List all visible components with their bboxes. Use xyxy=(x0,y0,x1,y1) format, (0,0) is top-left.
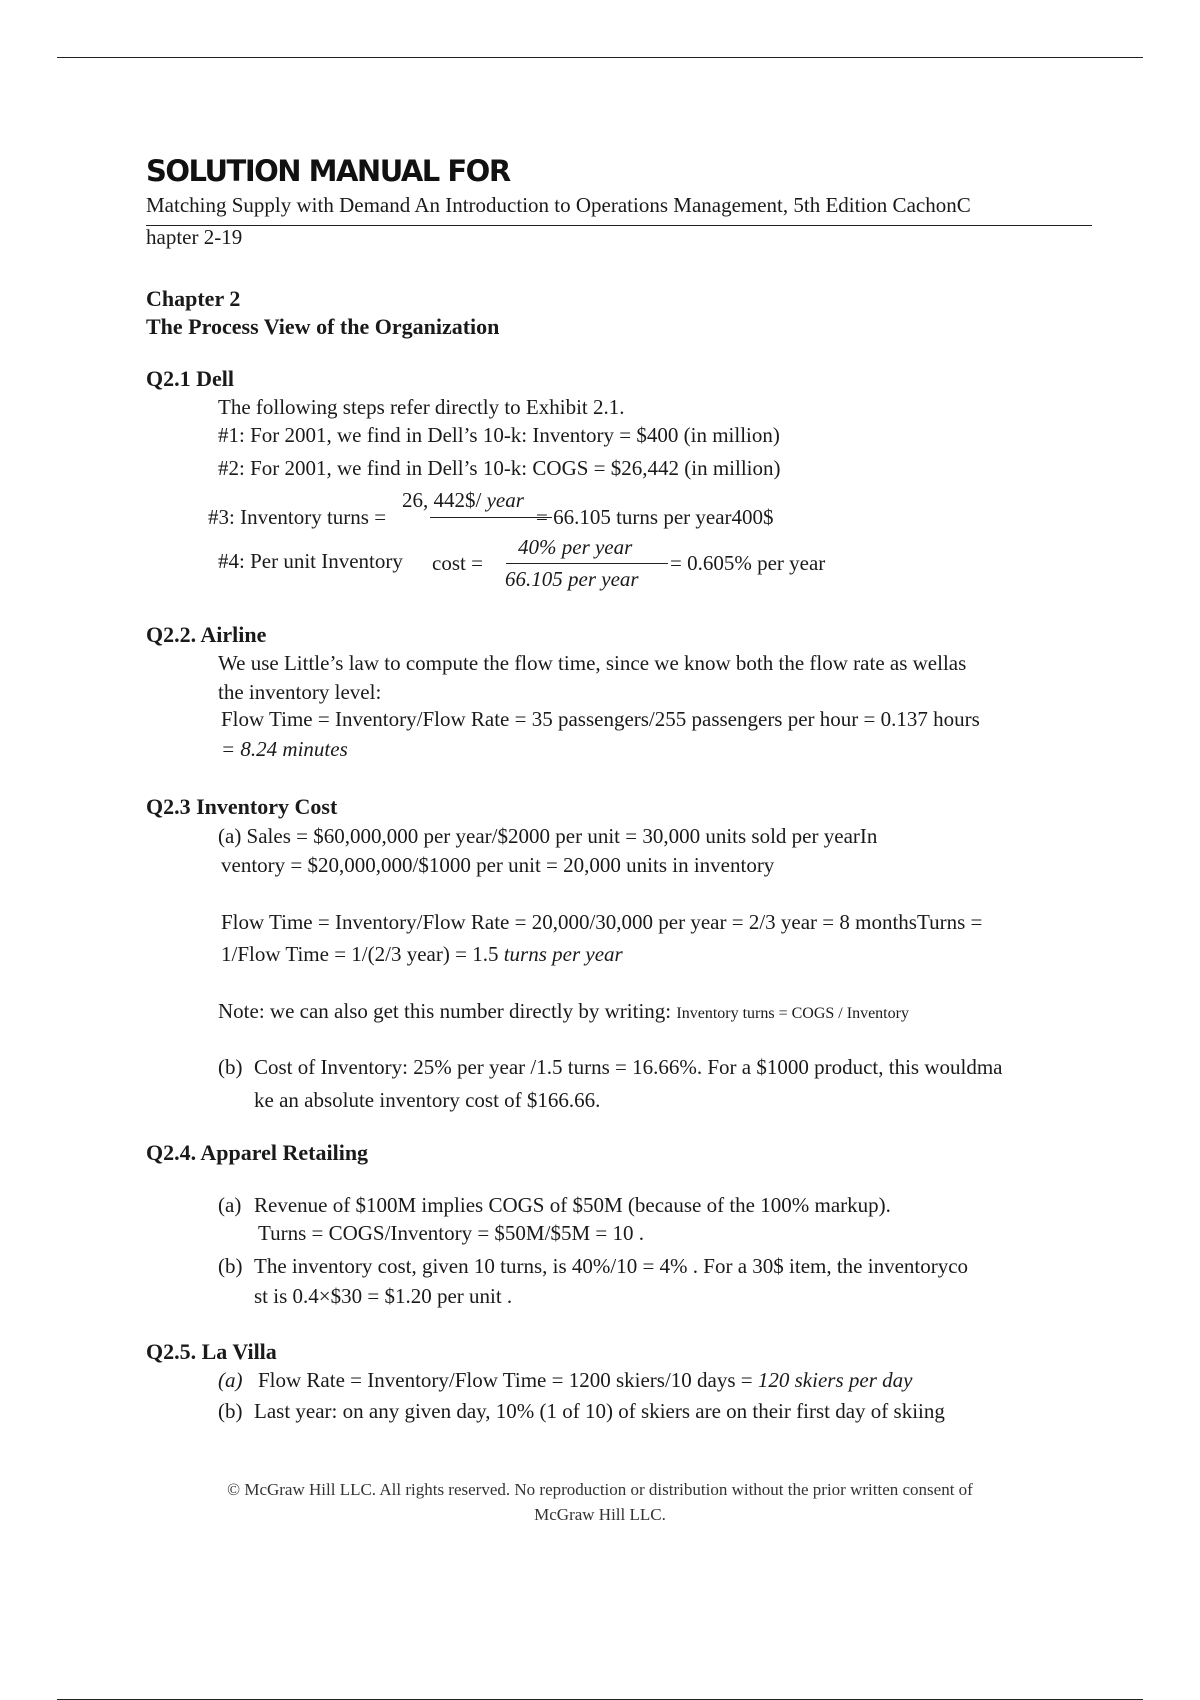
q21-step4-fraction-bar xyxy=(506,563,668,564)
document-title: SOLUTION MANUAL FOR xyxy=(146,154,510,188)
q21-step2: #2: For 2001, we find in Dell’s 10-k: COGS = $26,442 (in million) xyxy=(218,456,781,480)
q22-line3: Flow Time = Inventory/Flow Rate = 35 passengers/255 passengers per hour = 0.137 hours xyxy=(221,707,980,731)
q25-a-label: (a) xyxy=(218,1368,243,1392)
q21-step4-label: #4: Per unit Inventory xyxy=(218,549,403,573)
q23-a-line4-unit: turns per year xyxy=(503,942,623,966)
document-subtitle-cont: hapter 2-19 xyxy=(146,225,243,249)
q23-note-text: Note: we can also get this number directly by writing: xyxy=(218,999,672,1023)
q23-a-line4-text: 1/Flow Time = 1/(2/3 year) = 1.5 xyxy=(221,942,499,966)
q25-a-line1-result: 120 skiers per day xyxy=(757,1368,913,1392)
chapter-title: The Process View of the Organization xyxy=(146,314,500,339)
q23-a-line2: ventory = $20,000,000/$1000 per unit = 20,000 units in inventory xyxy=(221,853,775,877)
q22-heading: Q2.2. Airline xyxy=(146,622,267,647)
q25-a-line1-text: Flow Rate = Inventory/Flow Time = 1200 skiers/10 days = xyxy=(258,1368,753,1392)
q23-b-label: (b) xyxy=(218,1055,243,1079)
q24-b-line2: st is 0.4×$30 = $1.20 per unit . xyxy=(254,1284,513,1308)
q21-step4-numerator: 40% per year xyxy=(518,535,633,559)
q24-a-line1: Revenue of $100M implies COGS of $50M (because of the 100% markup). xyxy=(254,1193,891,1217)
chapter-label: Chapter 2 xyxy=(146,286,241,311)
q23-heading: Q2.3 Inventory Cost xyxy=(146,794,338,819)
q22-line1: We use Little’s law to compute the flow time, since we know both the flow rate as wellas xyxy=(218,651,967,675)
q25-a-line1 xyxy=(258,1368,912,1393)
top-rule xyxy=(57,57,1143,58)
subtitle-rule xyxy=(146,225,1092,226)
document-subtitle: Matching Supply with Demand An Introduction to Operations Management, 5th Edition CachonC xyxy=(146,193,971,217)
q23-a-line3: Flow Time = Inventory/Flow Rate = 20,000/30,000 per year = 2/3 year = 8 monthsTurns = xyxy=(221,910,983,934)
q21-step1: #1: For 2001, we find in Dell’s 10-k: Inventory = $400 (in million) xyxy=(218,423,780,447)
q21-step3-numerator-value: 26, 442$/ xyxy=(402,488,482,512)
q24-a-label: (a) xyxy=(218,1193,242,1217)
q21-step4-denominator: 66.105 per year xyxy=(505,567,639,591)
q25-b-label: (b) xyxy=(218,1399,243,1423)
q21-step3-fraction-bar xyxy=(430,517,552,518)
q24-b-label: (b) xyxy=(218,1254,243,1278)
q21-step3-numerator-unit: year xyxy=(486,488,524,512)
q24-b-line1: The inventory cost, given 10 turns, is 40%/10 = 4% . For a 30$ item, the inventoryco xyxy=(254,1254,969,1278)
footer-copyright: © McGraw Hill LLC. All rights reserved. No reproduction or distribution without the prior written consent of xyxy=(227,1480,973,1499)
q22-line2: the inventory level: xyxy=(218,680,382,704)
q25-heading: Q2.5. La Villa xyxy=(146,1339,277,1364)
footer-copyright-cont: McGraw Hill LLC. xyxy=(534,1505,666,1524)
q23-a-line4 xyxy=(221,942,623,967)
q24-a-line2: Turns = COGS/Inventory = $50M/$5M = 10 . xyxy=(258,1221,644,1245)
q22-line4: = 8.24 minutes xyxy=(221,737,348,761)
q23-a-line1: (a) Sales = $60,000,000 per year/$2000 per unit = 30,000 units sold per yearIn xyxy=(218,824,878,848)
q24-heading: Q2.4. Apparel Retailing xyxy=(146,1140,369,1165)
q21-heading: Q2.1 Dell xyxy=(146,366,234,391)
q21-step3-label: #3: Inventory turns = xyxy=(208,505,387,529)
q23-b-line2: ke an absolute inventory cost of $166.66. xyxy=(254,1088,601,1112)
q23-b-line1: Cost of Inventory: 25% per year /1.5 turns = 16.66%. For a $1000 product, this wouldma xyxy=(254,1055,1003,1079)
q21-step3-result: = 66.105 turns per year400$ xyxy=(536,505,774,529)
q21-step4-cost: cost = xyxy=(432,551,483,575)
q21-step4-result: = 0.605% per year xyxy=(670,551,826,575)
q21-step3-numerator xyxy=(402,488,524,513)
q21-intro: The following steps refer directly to Exhibit 2.1. xyxy=(218,395,625,419)
q23-note-formula: Inventory turns = COGS / Inventory xyxy=(676,1005,909,1022)
q23-note xyxy=(218,999,909,1024)
q25-b-line1: Last year: on any given day, 10% (1 of 10) of skiers are on their first day of skiing xyxy=(254,1399,945,1423)
